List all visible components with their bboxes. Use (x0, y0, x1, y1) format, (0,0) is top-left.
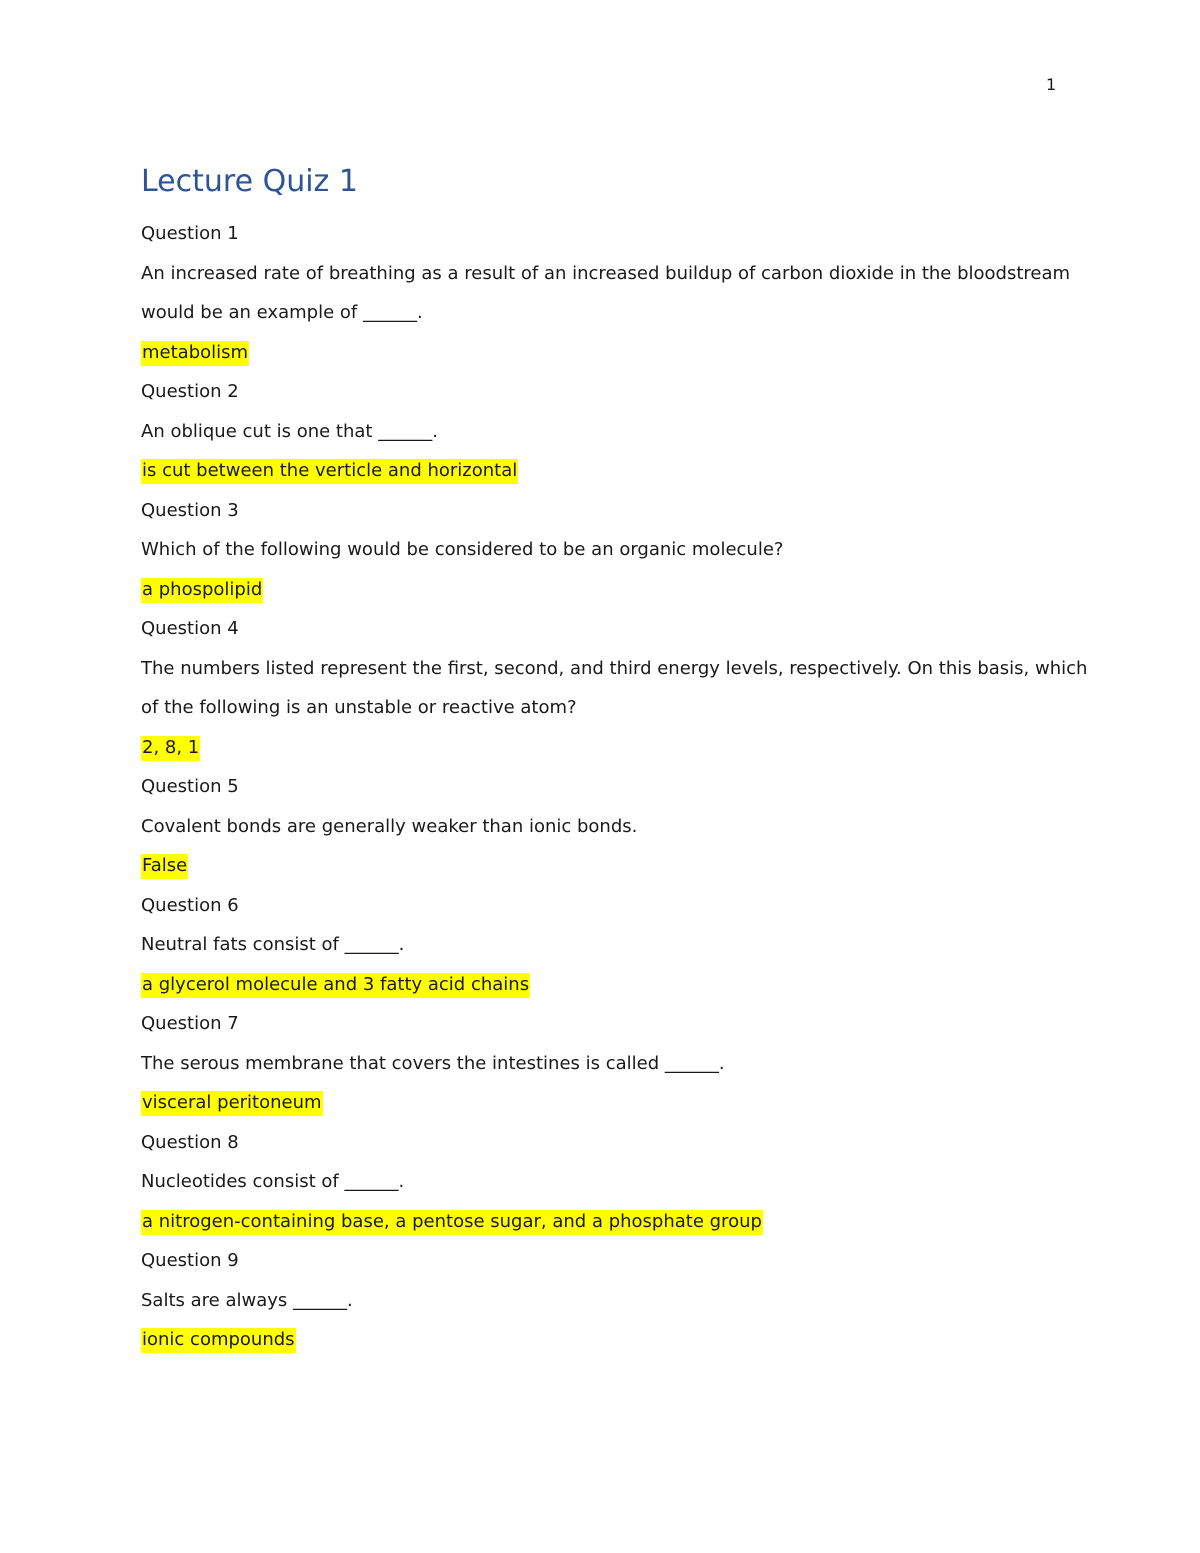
highlighted-answer: 2, 8, 1 (141, 736, 200, 761)
answer-line (141, 965, 1061, 1005)
answer-line (141, 728, 1061, 768)
answer-line (141, 570, 1061, 610)
question-text: Salts are always ______. (141, 1289, 353, 1311)
highlighted-answer: metabolism (141, 341, 249, 366)
answer-line (141, 1320, 1061, 1360)
document-body (141, 162, 1088, 1360)
question-block (141, 1123, 1061, 1242)
question-label: Question 2 (141, 381, 239, 402)
highlighted-answer: False (141, 854, 188, 879)
question-label: Question 6 (141, 894, 239, 916)
answer-line (141, 1083, 1061, 1123)
question-text: would be an example of ______. (141, 302, 423, 323)
question-block (141, 886, 1061, 1005)
question-block (141, 609, 1088, 767)
page-number: 1 (1046, 75, 1057, 94)
question-text: of the following is an unstable or reactive atom? (141, 697, 577, 718)
highlighted-answer: ionic compounds (141, 1328, 296, 1353)
question-block (141, 214, 1071, 372)
answer-line (141, 451, 1061, 491)
question-label: Question 7 (141, 1013, 239, 1034)
question-block (141, 491, 1061, 610)
question-block (141, 1004, 1061, 1123)
highlighted-answer: a phospolipid (141, 578, 263, 603)
question-text: The serous membrane that covers the intestines is called ______. (141, 1052, 725, 1074)
highlighted-answer: a glycerol molecule and 3 fatty acid chains (141, 973, 530, 998)
question-block (141, 767, 1061, 886)
question-text: An increased rate of breathing as a result of an increased buildup of carbon dioxide in the bloodstream (141, 262, 1071, 284)
question-block (141, 1241, 1061, 1360)
question-label: Question 8 (141, 1131, 239, 1153)
answer-line (141, 333, 1061, 373)
question-text: Nucleotides consist of ______. (141, 1171, 405, 1192)
question-text: Covalent bonds are generally weaker than ionic bonds. (141, 815, 638, 837)
question-label: Question 5 (141, 776, 239, 797)
highlighted-answer: is cut between the verticle and horizontal (141, 459, 518, 484)
question-text: The numbers listed represent the first, second, and third energy levels, respectively. On this basis, which (141, 657, 1088, 679)
question-label: Question 9 (141, 1250, 239, 1271)
question-label: Question 1 (141, 223, 239, 244)
highlighted-answer: visceral peritoneum (141, 1091, 323, 1116)
question-label: Question 4 (141, 618, 239, 639)
question-text: An oblique cut is one that ______. (141, 420, 438, 442)
page-title: Lecture Quiz 1 (141, 164, 358, 199)
question-text: Neutral fats consist of ______. (141, 934, 405, 955)
answer-line (141, 846, 1061, 886)
question-block (141, 372, 1061, 491)
question-text: Which of the following would be considered to be an organic molecule? (141, 539, 784, 560)
question-label: Question 3 (141, 499, 239, 521)
answer-line (141, 1202, 1061, 1242)
highlighted-answer: a nitrogen-containing base, a pentose sugar, and a phosphate group (141, 1210, 763, 1235)
